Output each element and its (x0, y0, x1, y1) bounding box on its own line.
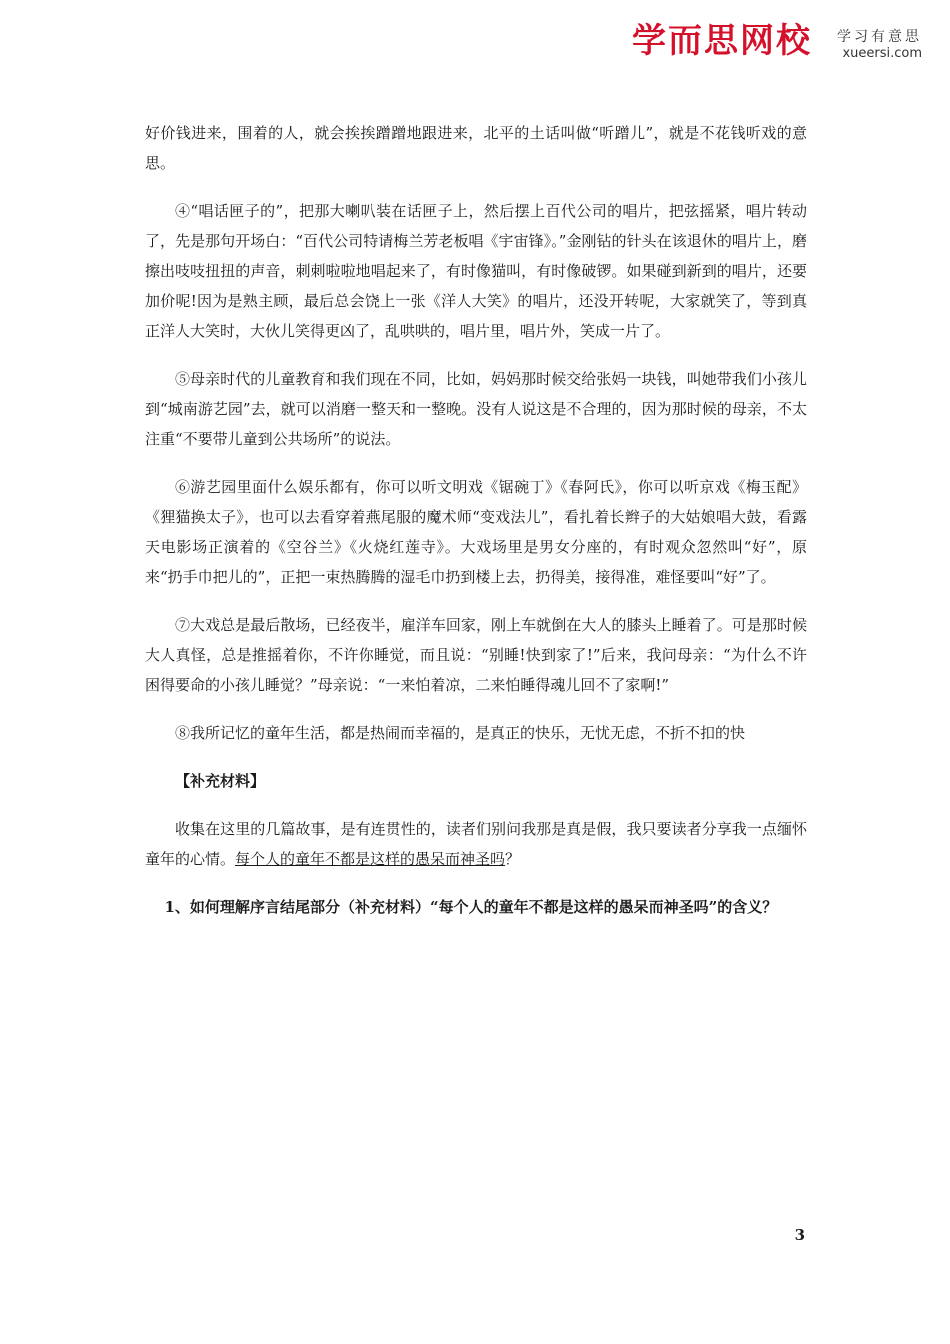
question-1: 1、如何理解序言结尾部分（补充材料）“每个人的童年不都是这样的愚呆而神圣吗”的含义？ (164, 898, 778, 916)
brand-name: 学而思网校 (632, 21, 812, 61)
supplement-end: ？ (505, 850, 521, 868)
paragraph-4: ④“唱话匣子的”，把那大喇叭装在话匣子上，然后摆上百代公司的唱片，把弦摇紧，唱片转动了，先是那句开场白：“百代公司特请梅兰芳老板唱《宇宙锋》。”金刚钻的针头在该退休的唱片上，磨擦出吱吱扭扭的声音，刺刺啦啦地唱起来了，有时像猫叫，有时像破锣。如果碰到新到的唱片，还要加价呢!因为是熟主顾，最后总会饶上一张《洋人大笑》的唱片，还没开转呢，大家就笑了，等到真正洋人大笑时，大伙儿笑得更凶了，乱哄哄的，唱片里，唱片外，笑成一片了。 (145, 202, 807, 340)
paragraph-6: ⑥游艺园里面什么娱乐都有，你可以听文明戏《锯碗丁》《春阿氏》，你可以听京戏《梅玉配》《狸猫换太子》，也可以去看穿着燕尾服的魔术师“变戏法儿”，看扎着长辫子的大姑娘唱大鼓，看露天电影场正演着的《空谷兰》《火烧红莲寺》。大戏场里是男女分座的，有时观众忽然叫“好”，原来“扔手巾把儿的”，正把一束热腾腾的湿毛巾扔到楼上去，扔得美，接得准，难怪要叫“好”了。 (145, 478, 807, 586)
paragraph-continuation: 好价钱进来，围着的人，就会挨挨蹭蹭地跟进来，北平的土话叫做“听蹭儿”，就是不花钱听戏的意思。 (145, 124, 807, 172)
supplement-paragraph (145, 814, 807, 874)
document-body (145, 118, 807, 940)
supplement-text: 收集在这里的几篇故事，是有连贯性的，读者们别问我那是真是假，我只要读者分享我一点缅怀童年的心情。 (145, 820, 807, 868)
supplement-underlined-quote: 每个人的童年不都是这样的愚呆而神圣吗 (235, 850, 506, 868)
page-number: 3 (794, 1226, 805, 1244)
brand-logo (632, 18, 922, 70)
paragraph-8: ⑧我所记忆的童年生活，都是热闹而幸福的，是真正的快乐，无忧无虑，不折不扣的快 (175, 724, 746, 742)
paragraph-5: ⑤母亲时代的儿童教育和我们现在不同，比如，妈妈那时候交给张妈一块钱，叫她带我们小孩儿到“城南游艺园”去，就可以消磨一整天和一整晚。没有人说这是不合理的，因为那时候的母亲，不太注重“不要带儿童到公共场所”的说法。 (145, 370, 807, 448)
paragraph-7: ⑦大戏总是最后散场，已经夜半，雇洋车回家，刚上车就倒在大人的膝头上睡着了。可是那时候大人真怪，总是推摇着你，不许你睡觉，而且说：“别睡!快到家了!”后来，我问母亲：“为什么不许困得要命的小孩儿睡觉？”母亲说：“一来怕着凉，二来怕睡得魂儿回不了家啊!” (145, 616, 807, 694)
supplement-label: 【补充材料】 (175, 772, 266, 790)
brand-slogan: 学习有意思 (837, 29, 922, 45)
brand-url: xueersi.com (842, 46, 922, 61)
